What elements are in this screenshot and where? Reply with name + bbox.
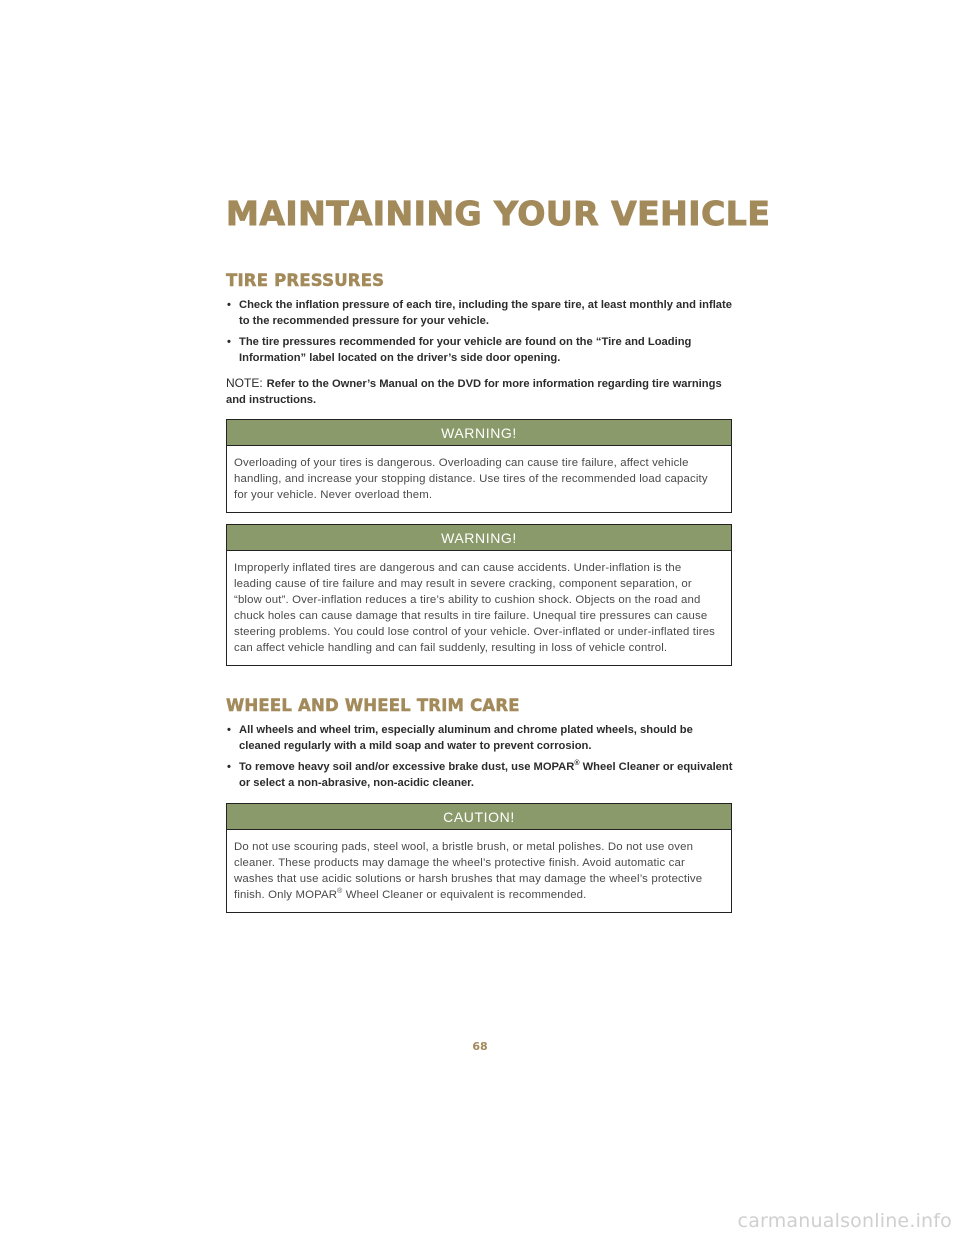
note [226,375,726,408]
bullet-text-end: Wheel Cleaner or equivalent or select a non-abrasive, non-acidic cleaner. [239,761,733,789]
caution-text-start: Do not use scouring pads, steel wool, a bristle brush, or metal polishes. Do not use oven cleaner. These products may damage the wheel’s protective finish. Avoid automatic car washes that use acidic solutions or harsh brushes that may damage the wheel’s protective finish. Only MOPAR [234,841,703,901]
warning-box-overloading [226,419,732,513]
registered-mark: ® [337,888,343,895]
warning-text: Improperly inflated tires are dangerous and can cause accidents. Under-inflation is the leading cause of tire failure and may result in severe cracking, component separation, or “blow out”. Over-inflation reduces a tire’s ability to cushion shock. Objects on the road and chuck holes can cause damage that results in tire failure. Unequal tire pressures can cause steering problems. You could lose control of your vehicle. Over-inflated or under-inflated tires can affect vehicle handling and can fail suddenly, resulting in loss of vehicle control. [234,562,716,654]
wheel-care-heading: WHEEL AND WHEEL TRIM CARE [226,696,520,715]
warning-box-inflation [226,524,732,666]
note-label: NOTE: [226,376,263,390]
caution-box [226,803,732,913]
page-title: MAINTAINING YOUR VEHICLE [226,194,771,233]
wheel-care-bullet-list [226,722,734,796]
note-text: Refer to the Owner’s Manual on the DVD for more information regarding tire warnings and instructions. [226,378,722,406]
list-item: • The tire pressures recommended for your vehicle are found on the “Tire and Loading Information” label located on the driver’s side door opening. [226,334,734,366]
tire-pressures-heading: TIRE PRESSURES [226,271,385,290]
caution-text-end: Wheel Cleaner or equivalent is recommended. [342,889,587,901]
warning-title: WARNING! [227,420,731,446]
registered-mark: ® [574,760,580,767]
caution-title: CAUTION! [227,804,731,830]
list-item: • Check the inflation pressure of each tire, including the spare tire, at least monthly and inflate to the recommended pressure for your vehicle. [226,297,734,329]
list-item [226,759,734,791]
warning-text: Overloading of your tires is dangerous. Overloading can cause tire failure, affect vehicle handling, and increase your stopping distance. Use tires of the recommended load capacity for your vehicle. Never overload them. [234,457,708,501]
watermark: carmanualsonline.info [737,1210,952,1232]
bullet-text-start: To remove heavy soil and/or excessive brake dust, use MOPAR [239,761,575,773]
list-item: • All wheels and wheel trim, especially aluminum and chrome plated wheels, should be cleaned regularly with a mild soap and water to prevent corrosion. [226,722,734,754]
tire-pressures-bullet-list [226,297,734,371]
caution-text [227,830,731,912]
page-number: 68 [472,1040,488,1053]
warning-title: WARNING! [227,525,731,551]
